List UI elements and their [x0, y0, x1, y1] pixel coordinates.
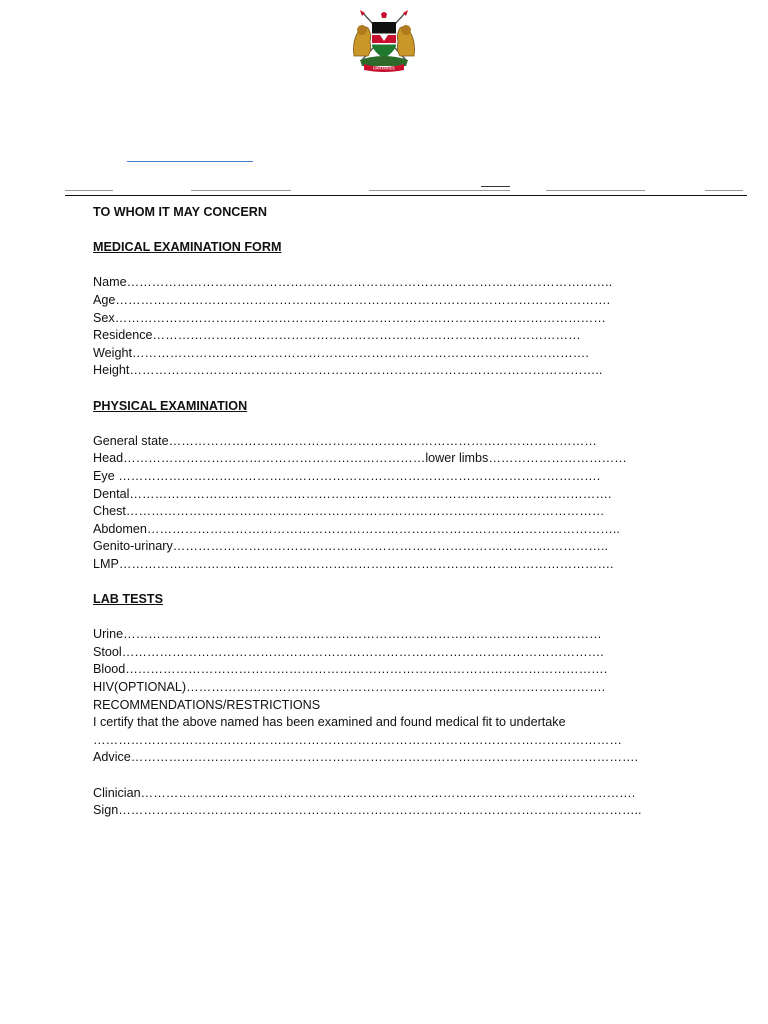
divider-gap [291, 189, 369, 192]
divider-gap [510, 189, 546, 192]
field-residence[interactable]: Residence………………………………………………………………………………………… [93, 328, 581, 343]
field-sex[interactable]: Sex……………………………………………………………………………………………………… [93, 310, 606, 325]
field-urine[interactable]: Urine…………………………………………………………………………………………………… [93, 627, 602, 642]
field-blood[interactable]: Blood……………………………………………………………………………………………………. [93, 662, 608, 677]
header-divider-mark [481, 186, 510, 187]
field-dental[interactable]: Dental……………………………………………………………………………………………………. [93, 486, 612, 501]
divider-gap [645, 189, 705, 192]
field-abdomen[interactable]: Abdomen………………………………………………………………………………………………….. [93, 521, 620, 536]
blank-line [93, 257, 733, 275]
field-certification-blank[interactable]: ……………………………………………………………………………………………………………… [93, 732, 622, 747]
field-general-state[interactable]: General state………………………………………………………………………………………… [93, 433, 597, 448]
field-genito-urinary[interactable]: Genito-urinary………………………………………………………………………………………….. [93, 539, 608, 554]
form-title: MEDICAL EXAMINATION FORM [93, 240, 282, 255]
certification-statement: I certify that the above named has been examined and found medical fit to undertake [93, 715, 566, 730]
field-clinician[interactable]: Clinician………………………………………………………………………………………………………. [93, 785, 636, 800]
blank-line [93, 573, 733, 591]
field-advice[interactable]: Advice…………………………………………………………………………………………………………. [93, 750, 639, 765]
field-hiv-optional[interactable]: HIV(OPTIONAL)………………………………………………………………………………………. [93, 680, 606, 695]
field-weight[interactable]: Weight………………………………………………………………………………………………. [93, 345, 589, 360]
physical-examination-heading: PHYSICAL EXAMINATION [93, 398, 248, 413]
header-link-underline[interactable] [127, 161, 253, 162]
coat-of-arms-emblem [350, 8, 418, 72]
blank-line [93, 767, 733, 785]
recommendations-label: RECOMMENDATIONS/RESTRICTIONS [93, 697, 321, 712]
field-eye[interactable]: Eye ……………………………………………………………………………………………………. [93, 468, 601, 483]
field-chest[interactable]: Chest…………………………………………………………………………………………………… [93, 504, 605, 519]
field-name[interactable]: Name…………………………………………………………………………………………………….. [93, 275, 613, 290]
blank-line [93, 380, 733, 398]
blank-line [93, 415, 733, 433]
header-divider-thick [65, 195, 747, 196]
salutation: TO WHOM IT MAY CONCERN [93, 205, 267, 219]
blank-line [93, 222, 733, 240]
field-lmp[interactable]: LMP………………………………………………………………………………………………………. [93, 556, 614, 571]
blank-line [93, 609, 733, 627]
lab-tests-heading: LAB TESTS [93, 592, 163, 607]
field-height[interactable]: Height………………………………………………………………………………………………….. [93, 363, 603, 378]
divider-gap [113, 189, 191, 192]
field-stool[interactable]: Stool……………………………………………………………………………………………………. [93, 644, 604, 659]
field-sign[interactable]: Sign…………………………………………………………………………………………………………….. [93, 803, 642, 818]
emblem-motto: HARAMBEE [372, 65, 396, 71]
medical-form-body [93, 204, 733, 820]
field-head-lower-limbs[interactable]: Head………………………………………………………………lower limbs…………………………… [93, 451, 627, 466]
field-age[interactable]: Age………………………………………………………………………………………………………. [93, 292, 611, 307]
